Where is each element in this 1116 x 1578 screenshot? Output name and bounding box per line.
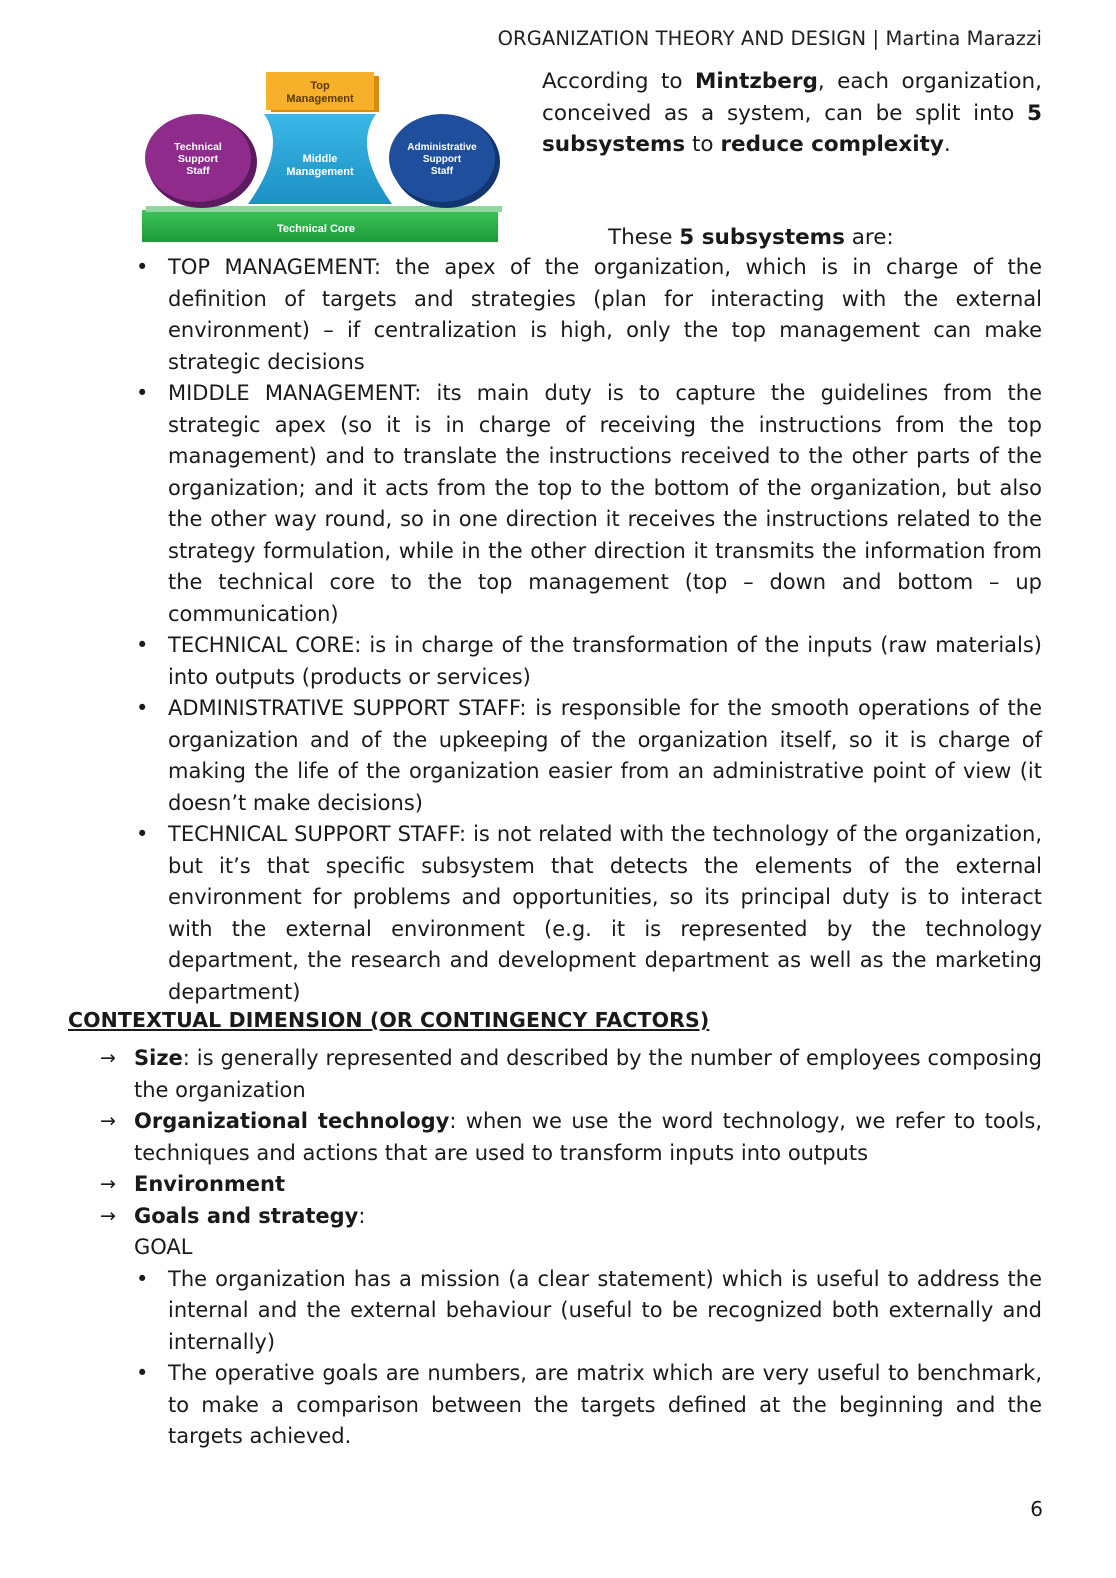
top-mgmt-line1: Top <box>310 80 330 92</box>
list-item: • The organization has a mission (a clear statement) which is useful to address the internal and the external behaviour (useful to be recognized both externally and internally) <box>136 1266 1042 1354</box>
list-item: • MIDDLE MANAGEMENT: its main duty is to capture the guidelines from the strategic apex (so it is in charge of receiving the instructions from the top management) and to translate the instructions received to the other parts of the organization; and it acts from the top to the bottom of the organization, but also the other way round, so in one direction it receives the instructions related to the strategy formulation, while in the other direction it transmits the information from the technical core to the top management (top – down and bottom – up communication) <box>136 381 1042 626</box>
subsystems-intro: These 5 subsystems are: <box>608 225 894 250</box>
list-item: → Size: is generally represented and described by the number of employees composing the organization <box>100 1046 1042 1102</box>
subsystems-list <box>0 252 1116 1008</box>
list-item: → Organizational technology: when we use the word technology, we refer to tools, techniques and actions that are used to transform inputs into outputs <box>100 1109 1042 1165</box>
list-item: → Goals and strategy: <box>100 1203 366 1228</box>
page-header: ORGANIZATION THEORY AND DESIGN | Martina Marazzi <box>497 27 1042 50</box>
factors-list <box>0 1043 1116 1453</box>
section-heading: CONTEXTUAL DIMENSION (OR CONTINGENCY FACTORS) <box>68 1008 710 1032</box>
admin-support-line1: Administrative <box>407 142 477 153</box>
tech-support-line1: Technical <box>174 141 222 153</box>
admin-support-line3: Staff <box>430 166 454 177</box>
middle-mgmt-line2: Management <box>286 166 354 178</box>
goal-label: GOAL <box>134 1235 193 1259</box>
list-item: • TECHNICAL SUPPORT STAFF: is not related with the technology of the organization, but it’s that specific subsystem that detects the elements of the external environment for problems and opportunities, so its principal duty is to interact with the external environment (e.g. it is represented by the technology department, the research and development department as well as the marketing department) <box>136 822 1042 1004</box>
admin-support-line2: Support <box>422 154 462 165</box>
top-mgmt-line2: Management <box>286 93 354 105</box>
page-number: 6 <box>1030 1497 1043 1521</box>
technical-core-label: Technical Core <box>276 223 356 235</box>
list-item: → Environment <box>100 1172 286 1196</box>
list-item: • The operative goals are numbers, are matrix which are very useful to benchmark, to make a comparison between the targets defined at the beginning and the targets achieved. <box>136 1361 1042 1448</box>
mintzberg-diagram <box>140 70 505 250</box>
tech-support-line3: Staff <box>186 165 210 177</box>
intro-paragraph: According to Mintzberg, each organization, conceived as a system, can be split into 5 subsystems to reduce complexity. <box>542 69 1042 157</box>
list-item: • TECHNICAL CORE: is in charge of the transformation of the inputs (raw materials) into outputs (products or services) <box>136 633 1042 689</box>
tech-support-line2: Support <box>177 153 219 165</box>
middle-mgmt-line1: Middle <box>302 153 338 165</box>
list-item: • ADMINISTRATIVE SUPPORT STAFF: is responsible for the smooth operations of the organization and of the upkeeping of the organization itself, so it is charge of making the life of the organization easier from an administrative point of view (it doesn’t make decisions) <box>136 696 1042 815</box>
list-item: • TOP MANAGEMENT: the apex of the organization, which is in charge of the definition of targets and strategies (plan for interacting with the external environment) – if centralization is high, only the top management can make strategic decisions <box>136 255 1042 374</box>
